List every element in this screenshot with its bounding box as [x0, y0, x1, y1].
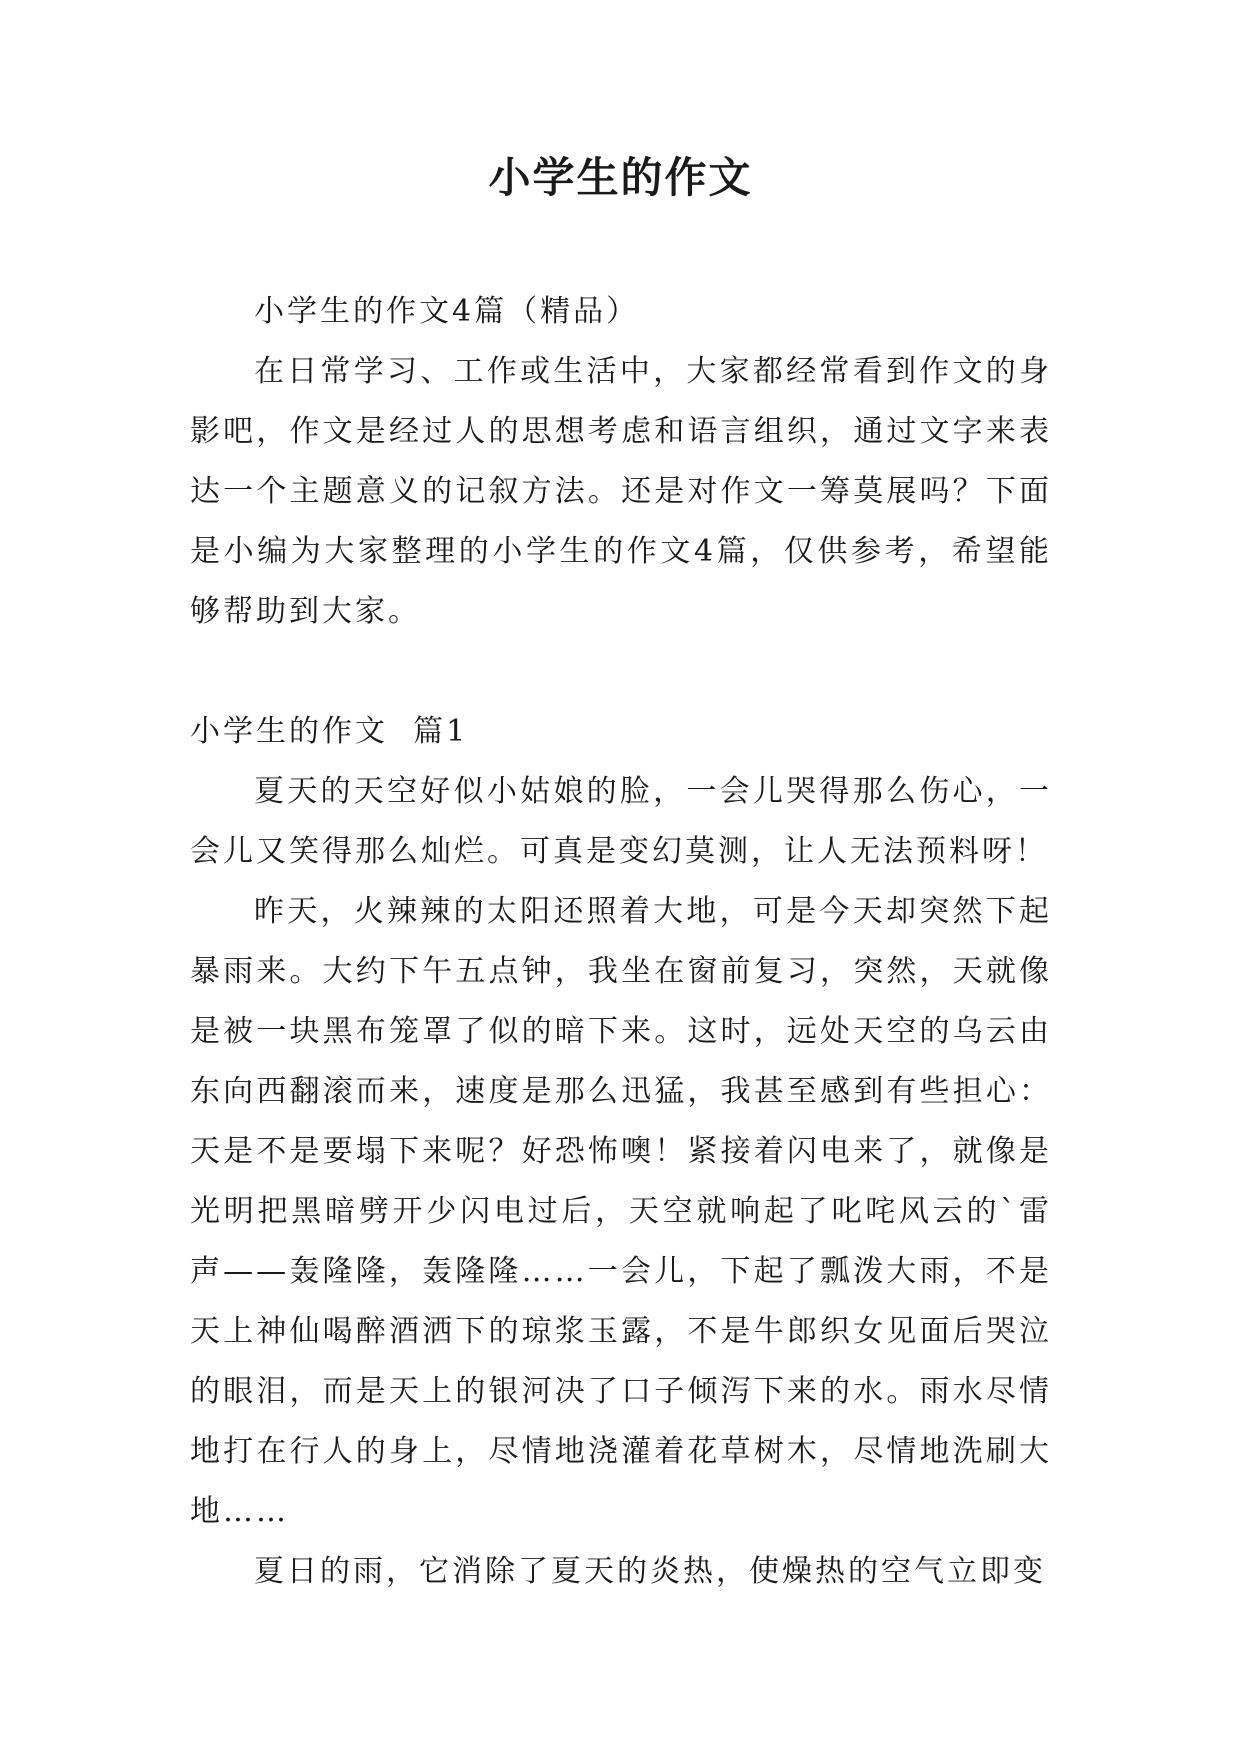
body-paragraph-3: 夏日的雨，它消除了夏天的炎热，使燥热的空气立即变	[254, 1554, 1046, 1589]
document-body	[190, 282, 1052, 1602]
document-title: 小学生的作文	[488, 153, 753, 202]
intro-paragraph: 在日常学习、工作或生活中，大家都经常看到作文的身影吧，作文是经过人的思想考虑和语言组织，通过文字来表达一个主题意义的记叙方法。还是对作文一筹莫展吗？下面是小编为大家整理的小学生的作文4篇，仅供参考，希望能够帮助到大家。	[190, 354, 1052, 629]
body-paragraph-1: 夏天的天空好似小姑娘的脸，一会儿哭得那么伤心，一会儿又笑得那么灿烂。可真是变幻莫测，让人无法预料呀！	[190, 774, 1052, 869]
section-heading: 小学生的作文 篇1	[190, 714, 469, 749]
body-paragraph-2: 昨天，火辣辣的太阳还照着大地，可是今天却突然下起暴雨来。大约下午五点钟，我坐在窗前复习，突然，天就像是被一块黑布笼罩了似的暗下来。这时，远处天空的乌云由东向西翻滚而来，速度是那么迅猛，我甚至感到有些担心：天是不是要塌下来呢？好恐怖噢！紧接着闪电来了，就像是光明把黑暗劈开少闪电过后，天空就响起了叱咤风云的`雷声——轰隆隆，轰隆隆……一会儿，下起了瓢泼大雨，不是天上神仙喝醉酒洒下的琼浆玉露，不是牛郎织女见面后哭泣的眼泪，而是天上的银河决了口子倾泻下来的水。雨水尽情地打在行人的身上，尽情地浇灌着花草树木，尽情地洗刷大地……	[190, 894, 1052, 1529]
document-subtitle: 小学生的作文4篇（精品）	[254, 294, 640, 329]
